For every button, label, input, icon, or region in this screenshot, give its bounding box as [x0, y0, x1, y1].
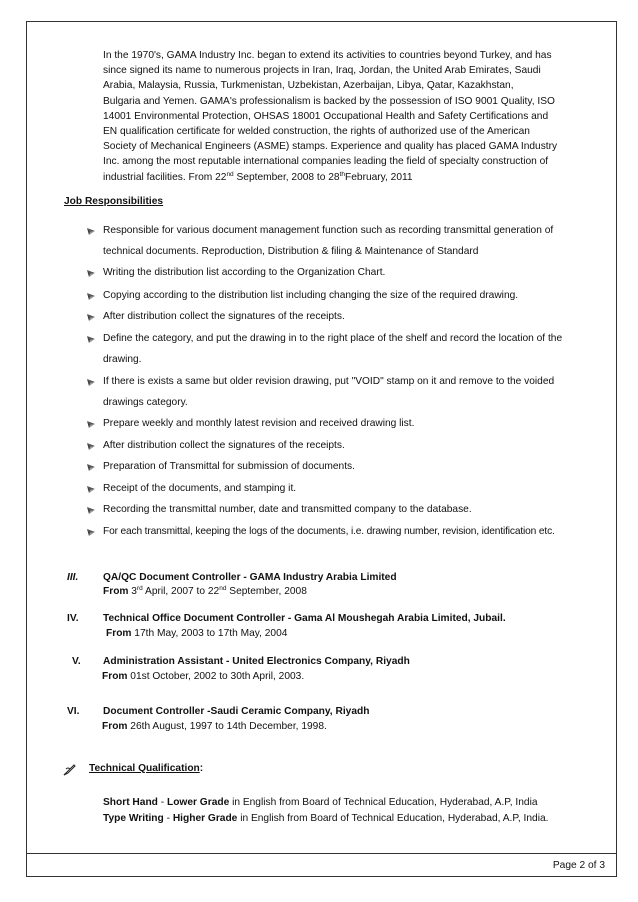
arrow-bullet-icon [85, 290, 97, 302]
intro-line: Society of Mechanical Engineers (ASME) stamps. Experience and quality has placed GAMA Industry [103, 141, 558, 153]
page-footer [26, 853, 617, 877]
intro-line: In the 1970's, GAMA Industry Inc. began to extend its activities to countries beyond Turkey, and has [103, 50, 552, 61]
superscript: rd [136, 585, 143, 592]
date-part: 26th August, 1997 to 14th December, 1998. [127, 721, 327, 732]
date-part: 3 [128, 586, 137, 597]
arrow-bullet-icon [85, 461, 97, 473]
job-responsibilities-heading: Job Responsibilities [64, 196, 164, 207]
intro-date-a: industrial facilities. From 22 [103, 171, 227, 183]
responsibility-item: Responsible for various document management function such as recording transmittal generation of [103, 225, 554, 236]
job-numeral: VI. [67, 706, 80, 717]
arrow-bullet-icon [85, 418, 97, 430]
arrow-bullet-icon [85, 504, 97, 516]
arrow-bullet-icon [85, 483, 97, 495]
job-title: Administration Assistant - United Electronics Company, Riyadh [103, 656, 410, 667]
responsibility-item: Define the category, and put the drawing in to the right place of the shelf and record the location of the [103, 333, 563, 344]
date-part: April, 2007 to 22 [142, 586, 220, 597]
responsibility-item: After distribution collect the signatures of the receipts. [103, 311, 345, 322]
intro-paragraph [103, 48, 593, 185]
arrow-bullet-icon [85, 225, 97, 237]
responsibility-item: If there is exists a same but older revision drawing, put "VOID" stamp on it and remove to the voided [103, 376, 555, 387]
date-part: 01st October, 2002 to 30th April, 2003. [127, 671, 305, 682]
job-title: Technical Office Document Controller - Gama Al Moushegah Arabia Limited, Jubail. [103, 613, 506, 624]
arrow-bullet-icon [85, 526, 97, 538]
responsibility-item: Prepare weekly and monthly latest revision and received drawing list. [103, 418, 415, 429]
qualification-label: Short Hand [103, 797, 158, 808]
qualification-grade: Lower Grade [166, 797, 230, 808]
intro-date-b: September, 2008 to 28 [233, 171, 340, 183]
responsibility-item: Preparation of Transmittal for submission of documents. [103, 461, 355, 472]
intro-line: EN qualification certificate for welded construction, the rights of authorized use of the American [103, 126, 530, 138]
intro-line: since signed its name to numerous projects in Iran, Iraq, Jordan, the United Arab Emirates, Saudi [103, 65, 541, 77]
superscript: nd [219, 585, 227, 592]
date-part: 17th May, 2003 to 17th May, 2004 [131, 628, 288, 639]
responsibility-item: After distribution collect the signatures of the receipts. [103, 440, 345, 451]
job-title: Document Controller -Saudi Ceramic Company, Riyadh [103, 706, 370, 717]
type-writing-qualification [103, 813, 548, 824]
technical-qualification-heading [89, 763, 203, 774]
responsibility-item: Copying according to the distribution list including changing the size of the required drawing. [103, 290, 519, 301]
intro-line: Arabia, Malaysia, Russia, Turkmenistan, Uzbekistan, Azerbaijan, Libya, Qatar, Kazakhstan, [103, 80, 514, 92]
job-numeral: III. [67, 572, 79, 583]
job-dates [106, 628, 287, 639]
arrow-bullet-icon [85, 333, 97, 345]
job-dates [102, 671, 304, 682]
heading-colon: : [199, 763, 204, 774]
from-label: From [102, 671, 128, 682]
technical-heading-text: Technical Qualification [89, 763, 200, 774]
arrow-bullet-icon [85, 267, 97, 279]
qualification-label: Type Writing [103, 813, 164, 824]
intro-line: Bulgaria and Yemen. GAMA's professionalism is backed by the possession of ISO 9001 Quality, ISO [103, 95, 555, 107]
page-number: Page 2 of 3 [552, 860, 605, 871]
job-numeral: IV. [67, 613, 79, 624]
qualification-detail: in English from Board of Technical Education, Hyderabad, A.P, India. [237, 813, 549, 824]
responsibility-item: drawings category. [103, 397, 188, 408]
arrow-bullet-icon [85, 376, 97, 388]
from-label: From [102, 721, 128, 732]
responsibility-item: For each transmittal, keeping the logs of the documents, i.e. drawing number, revision, identification etc. [103, 526, 555, 537]
responsibility-item: Receipt of the documents, and stamping it. [103, 483, 297, 494]
intro-date-c: February, 2011 [345, 171, 413, 183]
writing-hand-icon [63, 763, 76, 776]
responsibility-item: technical documents. Reproduction, Distribution & filing & Maintenance of Standard [103, 246, 479, 257]
dash: - [157, 797, 167, 808]
qualification-grade: Higher Grade [172, 813, 238, 824]
short-hand-qualification [103, 797, 538, 808]
qualification-detail: in English from Board of Technical Education, Hyderabad, A.P, India [229, 797, 538, 808]
job-title: QA/QC Document Controller - GAMA Industry Arabia Limited [103, 572, 397, 583]
responsibility-item: Recording the transmittal number, date and transmitted company to the database. [103, 504, 472, 515]
responsibility-item: Writing the distribution list according to the Organization Chart. [103, 267, 386, 278]
from-label: From [106, 628, 132, 639]
job-dates [103, 586, 307, 597]
intro-last-line [103, 170, 593, 185]
arrow-bullet-icon [85, 311, 97, 323]
intro-line: Inc. among the most reputable international companies leading the field of specialty construction of [103, 156, 549, 168]
intro-line: 14001 Environmental Protection, OHSAS 18001 Occupational Health and Safety Certifications and [103, 110, 549, 122]
superscript: nd [226, 170, 234, 178]
arrow-bullet-icon [85, 440, 97, 452]
superscript: th [339, 170, 346, 178]
date-part: September, 2008 [226, 586, 307, 597]
from-label: From [103, 586, 129, 597]
dash: - [163, 813, 173, 824]
job-numeral: V. [72, 656, 81, 667]
job-dates [102, 721, 327, 732]
responsibility-item: drawing. [103, 354, 142, 365]
